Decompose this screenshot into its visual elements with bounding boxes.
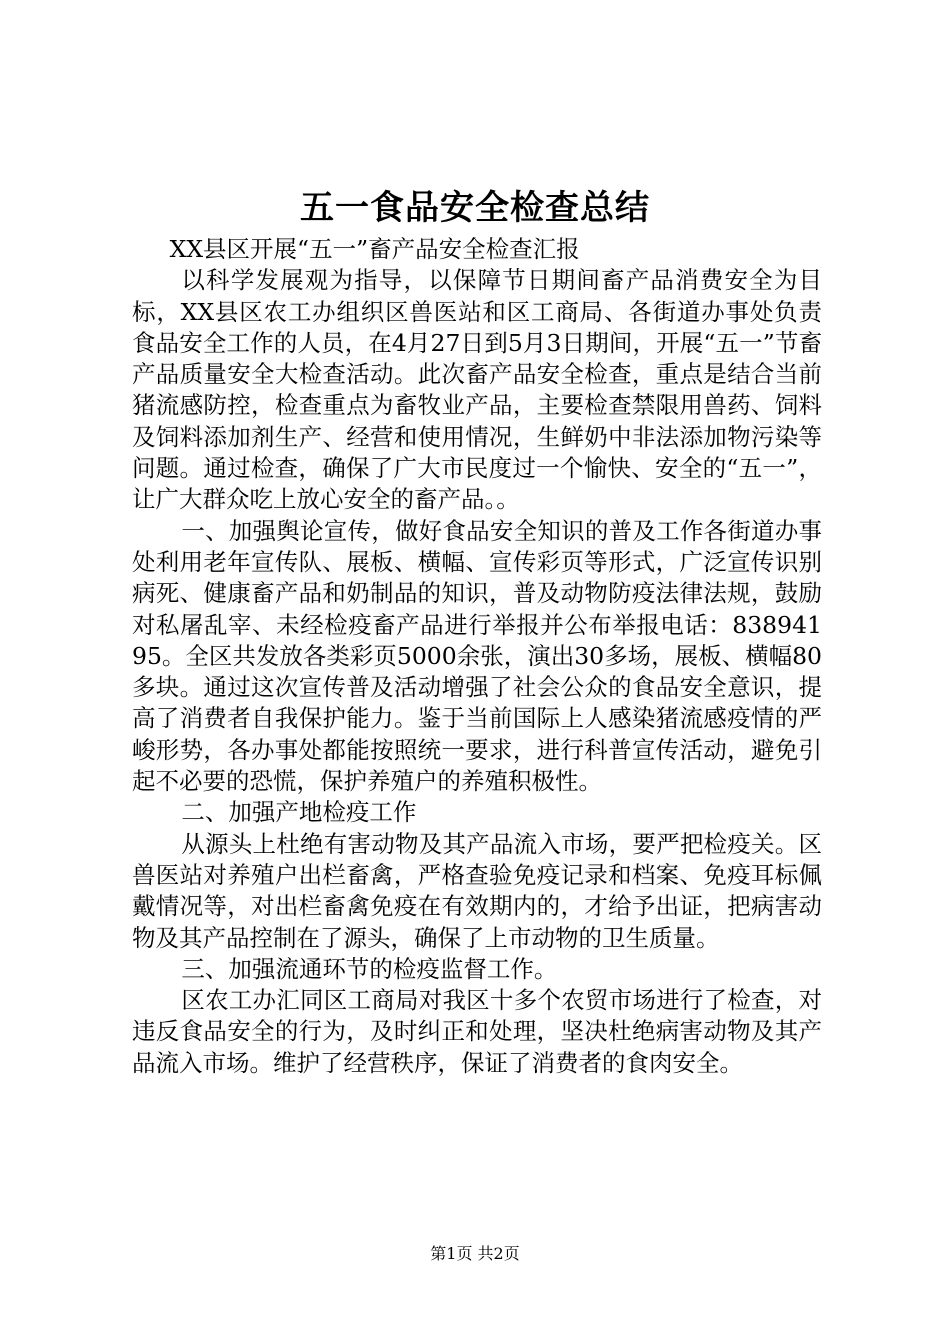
paragraph-section-1: 一、加强舆论宣传，做好食品安全知识的普及工作各街道办事处利用老年宣传队、展板、横幅、宣传彩页等形式，广泛宣传识别病死、健康畜产品和奶制品的知识，普及动物防疫法律法规，鼓励对私屠乱宰、未经检疫畜产品进行举报并公布举报电话：83894195。全区共发放各类彩页5000余张，演出30多场，展板、横幅80多块。通过这次宣传普及活动增强了社会公众的食品安全意识，提高了消费者自我保护能力。鉴于当前国际上人感染猪流感疫情的严峻形势，各办事处都能按照统一要求，进行科普宣传活动，避免引起不必要的恐慌，保护养殖户的养殖积极性。 bbox=[132, 516, 823, 796]
paragraph-section-2: 从源头上杜绝有害动物及其产品流入市场，要严把检疫关。区兽医站对养殖户出栏畜禽，严格查验免疫记录和档案、免疫耳标佩戴情况等，对出栏畜禽免疫在有效期内的，才给予出证，把病害动物及其产品控制在了源头，确保了上市动物的卫生质量。 bbox=[132, 829, 822, 952]
page-title: 五一食品安全检查总结 bbox=[300, 188, 650, 228]
paragraph-intro: 以科学发展观为指导，以保障节日期间畜产品消费安全为目标，XX县区农工办组织区兽医站和区工商局、各街道办事处负责食品安全工作的人员，在4月27日到5月3日期间，开展“五一”节畜产品质量安全大检查活动。此次畜产品安全检查，重点是结合当前猪流感防控，检查重点为畜牧业产品，主要检查禁限用兽药、饲料及饲料添加剂生产、经营和使用情况，生鲜奶中非法添加物污染等问题。通过检查，确保了广大市民度过一个愉快、安全的“五一”，让广大群众吃上放心安全的畜产品。。 bbox=[132, 266, 822, 514]
section-heading-2: 二、加强产地检疫工作 bbox=[181, 798, 417, 827]
document-body bbox=[132, 234, 822, 1079]
section-heading-3: 三、加强流通环节的检疫监督工作。 bbox=[181, 954, 558, 983]
page-number-footer: 第1页 共2页 bbox=[430, 1244, 520, 1263]
report-heading: XX县区开展“五一”畜产品安全检查汇报 bbox=[169, 235, 580, 263]
paragraph-section-3: 区农工办汇同区工商局对我区十多个农贸市场进行了检查，对违反食品安全的行为，及时纠正和处理，坚决杜绝病害动物及其产品流入市场。维护了经营秩序，保证了消费者的食肉安全。 bbox=[132, 986, 822, 1077]
